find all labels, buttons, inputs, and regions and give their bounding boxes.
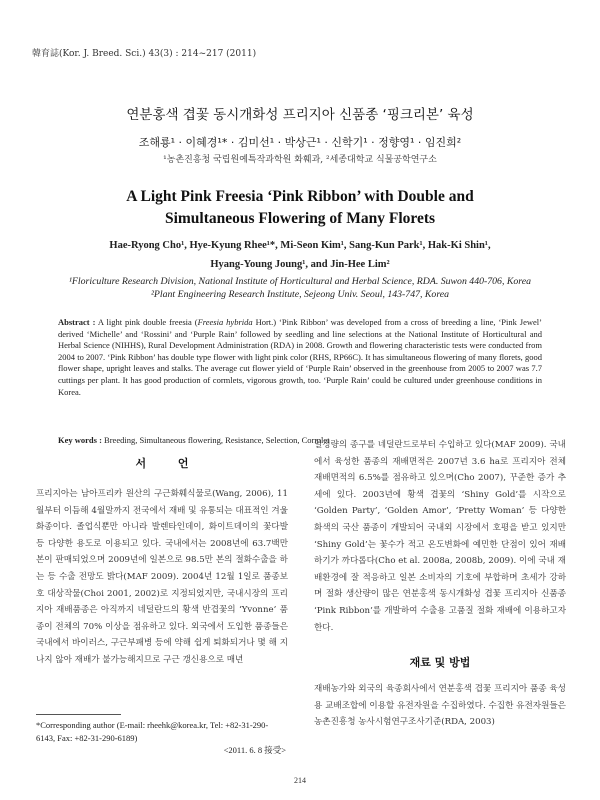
title-korean: 연분홍색 겹꽃 동시개화성 프리지아 신품종 ‘핑크리본’ 육성 xyxy=(126,107,474,123)
abstract-label: Abstract : xyxy=(58,317,96,327)
authors-english xyxy=(40,236,560,274)
title-english-line2: Simultaneous Flowering of Many Florets xyxy=(164,210,436,227)
footnote-divider xyxy=(36,714,121,715)
abstract-text-1: A light pink double freesia ( xyxy=(95,317,198,327)
introduction-text-continued: 일정량의 종구를 네덜란드로부터 수입하고 있다(MAF 2009). 국내에서 육성한 품종의 재배면적은 2007년 3.6 ha로 프리지아 전체 재배면적의 6.5%를 점유하고 있으며(Cho 2007), 꾸준한 증가 추세에 있다. 2003년에 황색 겹꽃의 ‘Shiny Gold’를 시작으로 ‘Golden Party’, ‘Golden Amor’, ‘Pretty Woman’ 등 다양한 화색의 국산 품종이 개발되어 국내외 시장에서 호평을 받고 있지만 ‘Shiny Gold’는 꽃수가 적고 온도변화에 예민한 단점이 있어 재배하기가 까다롭다(Cho et al. 2008a, 2008b, 2009). 이에 국내 재배환경에 잘 적응하고 일본 소비자의 기호에 부합하며 초세가 강하며 절화 생산량이 많은 연분홍색 동시개화성 겹꽃 프리지아 신품종 ‘Pink Ribbon’를 개발하여 수출용 고품질 절화 재배에 이용하고자 한다. xyxy=(314,440,566,633)
page-number: 214 xyxy=(294,776,306,785)
abstract-species: Freesia hybrida xyxy=(197,317,253,327)
title-english-line1: A Light Pink Freesia ‘Pink Ribbon’ with Double and xyxy=(126,188,474,205)
abstract xyxy=(58,317,542,398)
affiliation-english xyxy=(40,275,560,301)
section-heading-introduction: 서 언 xyxy=(135,457,203,470)
journal-header: 韓育誌(Kor. J. Breed. Sci.) 43(3) : 214~217 (2011) xyxy=(32,49,257,59)
keywords-text: Breeding, Simultaneous flowering, Resistance, Selection, Cormlet xyxy=(101,435,330,445)
methods-text: 재배농가와 외국의 육종회사에서 연분홍색 겹꽃 프리지아 품종 육성용 교배조합에 이용할 유전자원을 수집하였다. 수집한 유전자원들은 농촌진흥청 농사시험연구조사기준(RDA, 2003) xyxy=(314,684,566,728)
authors-english-line1: Hae-Ryong Cho¹, Hye-Kyung Rhee¹*, Mi-Seon Kim¹, Sang-Kun Park¹, Hak-Ki Shin¹, xyxy=(109,240,491,251)
keywords-label: Key words : xyxy=(58,435,102,445)
affiliation-english-line1: ¹Floriculture Research Division, National Institute of Horticultural and Herbal Science, RDA. Suwon 440-706, Korea xyxy=(69,276,531,287)
title-english xyxy=(40,186,560,230)
corresponding-author-footnote: *Corresponding author (E-mail: rheehk@korea.kr, Tel: +82-31-290-6143, Fax: +82-31-290-6189) xyxy=(36,720,269,743)
authors-english-line2: Hyang-Young Joung¹, and Jin-Hee Lim² xyxy=(210,259,390,270)
received-date: <2011. 6. 8 接受> xyxy=(223,745,286,755)
affiliation-english-line2: ²Plant Engineering Research Institute, Sejeong Univ. Seoul, 143-747, Korea xyxy=(150,289,450,300)
affiliation-korean: ¹농촌진흥청 국립원예특작과학원 화훼과, ²세종대학교 식물공학연구소 xyxy=(163,155,437,165)
abstract-text-2: Hort.) ‘Pink Ribbon’ was developed from a cross of breeding a line, ‘Pink Jewel’ derived ‘Michelle’ and ‘Rossini’ and ‘Purple Rain’ followed by seedling and line selections at the National Institute of Horticultural and Herbal Science (NIHHS), Rural Development Administration (RDA) in 2008. Growth and flowering characteristic tests were conducted from 2004 to 2007. ‘Pink Ribbon’ has double type flower with light pink color (RHS, RP66C). It has simultaneous flowering of many florets, good flower shape, upright leaves and stalks. The average cut flower yield of ‘Purple Rain’ observed in the greenhouse from 2005 to 2007 was 7.7 cuttings per plant. It has good production of cormlets, vigorous growth, too. ‘Purple Rain’ could be cultured under greenhouse conditions in Korea. xyxy=(58,317,542,397)
section-heading-methods: 재료 및 방법 xyxy=(409,656,471,669)
authors-korean: 조해룡¹ · 이혜경¹* · 김미선¹ · 박상근¹ · 신학기¹ · 정향영¹ · 임진희² xyxy=(138,136,462,149)
introduction-text: 프리지아는 남아프리카 원산의 구근화훼식물로(Wang, 2006), 11월부터 이듬해 4월말까지 전국에서 재배 및 유통되는 대표적인 겨울 화종이다. 졸업식뿐만 아니라 발렌타인데이, 화이트데이의 꽃다발 등 다양한 용도로 이용되고 있다. 국내에서는 2008년에 63.7백만 본이 판매되었으며 2009년에 일본으로 98.5만 본의 절화수출을 하는 등 수출 전망도 밝다(MAF 2009). 2004년 12월 1일로 품종보호 대상작물(Choi 2001, 2002)로 지정되었지만, 국내시장의 프리지아 재배품종은 아직까지 네덜란드의 황색 반겹꽃의 ‘Yvonne’ 품종이 전체의 70% 이상을 점유하고 있다. 외국에서 도입한 품종들은 국내에서 바이러스, 구근부패병 등에 약해 쉽게 퇴화되거나 몇 해 지나지 않아 재배가 불가능해지므로 구근 갱신용으로 매년 xyxy=(36,489,288,665)
